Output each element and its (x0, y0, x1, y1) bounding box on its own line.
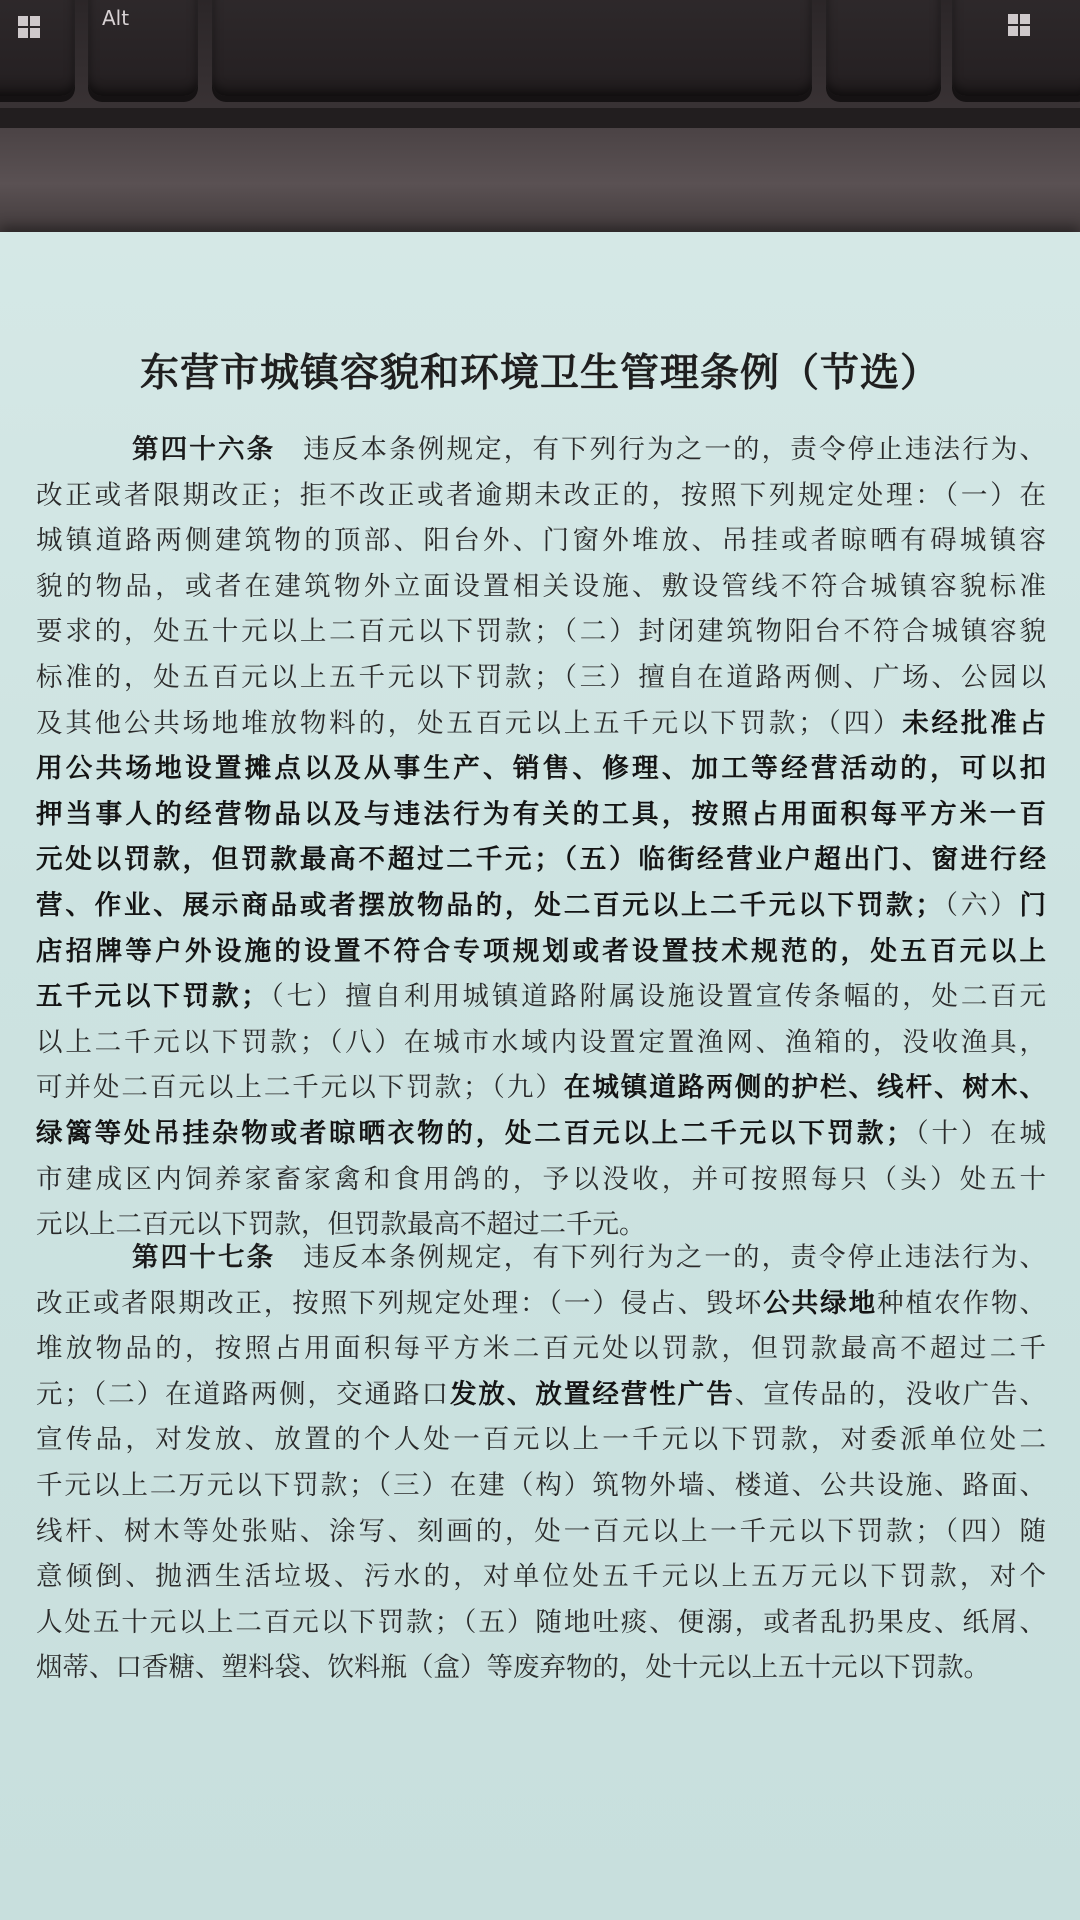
keyboard-base (0, 108, 1080, 128)
article-47-line: 宣传品，对发放、放置的个人处一百元以上一千元以下罚款，对委派单位处二 (36, 1424, 1046, 1456)
bold-text: 五千元以下罚款； (36, 981, 268, 1013)
article-46-line: 城镇道路两侧建筑物的顶部、阳台外、门窗外堆放、吊挂或者晾晒有碍城镇容 (36, 525, 1046, 557)
alt-key-label: Alt (102, 6, 130, 30)
alt-key-right (826, 0, 941, 96)
article-46-line: 市建成区内饲养家畜家禽和食用鸽的，予以没收，并可按照每只（头）处五十 (36, 1163, 1046, 1195)
bold-text: 发放、放置经营性广告 (449, 1378, 735, 1410)
article-46-label: 第四十六条 (132, 434, 276, 465)
article-47-line: 第四十七条 违反本条例规定，有下列行为之一的，责令停止违法行为、 (132, 1242, 1046, 1273)
bold-text: 临街经营业户超出门、窗进行经 (638, 844, 1047, 876)
article-46-line: 营、作业、展示商品或者摆放物品的，处二百元以上二千元以下罚款；（六）门 (36, 889, 1046, 921)
article-46-line: 改正或者限期改正；拒不改正或者逾期未改正的，按照下列规定处理：（一）在 (36, 479, 1046, 511)
article-47-label: 第四十七条 (132, 1242, 276, 1273)
article-47-line: 改正或者限期改正，按照下列规定处理：（一）侵占、毁坏公共绿地种植农作物、 (36, 1287, 1047, 1319)
article-46 (36, 427, 1046, 1248)
bold-text: 在城镇道路两侧的护栏、线杆、树木、 (563, 1072, 1047, 1104)
bold-text: 公共绿地 (763, 1287, 878, 1319)
article-46-line: 可并处二百元以上二千元以下罚款；（九）在城镇道路两侧的护栏、线杆、树木、 (36, 1072, 1047, 1104)
article-46-line: 以上二千元以下罚款；（八）在城市水域内设置定置渔网、渔箱的，没收渔具， (36, 1026, 1046, 1058)
keyboard-edge (0, 128, 1080, 240)
article-47-line: 人处五十元以上二百元以下罚款；（五）随地吐痰、便溺，或者乱扔果皮、纸屑、 (36, 1606, 1046, 1638)
article-46-line: 元以上二百元以下罚款，但罚款最高不超过二千元。 (36, 1209, 646, 1241)
windows-key-right (952, 0, 1080, 96)
article-46-line: 绿篱等处吊挂杂物或者晾晒衣物的，处二百元以上二千元以下罚款；（十）在城 (36, 1117, 1047, 1149)
article-47-line: 烟蒂、口香糖、塑料袋、饮料瓶（盒）等废弃物的，处十元以上五十元以下罚款。 (36, 1652, 990, 1684)
bold-text: 绿篱等处吊挂杂物或者晾晒衣物的，处二百元以上二千元以下罚款； (36, 1117, 913, 1149)
space-key (212, 0, 812, 96)
article-46-line: 及其他公共场地堆放物料的，处五百元以上五千元以下罚款；（四）未经批准占 (36, 707, 1046, 739)
article-46-line: 用公共场地设置摊点以及从事生产、销售、修理、加工等经营活动的，可以扣 (36, 753, 1046, 785)
article-46-line: 标准的，处五百元以上五千元以下罚款；（三）擅自在道路两侧、广场、公园以 (36, 661, 1046, 693)
windows-logo-icon (18, 16, 40, 38)
article-46-line: 店招牌等户外设施的设置不符合专项规划或者设置技术规范的，处五百元以上 (36, 935, 1046, 967)
bold-text: 未经批准占 (902, 707, 1046, 739)
document-page (0, 232, 1080, 1920)
bold-text: 元处以罚款，但罚款最高不超过二千元；（五） (36, 844, 639, 876)
article-46-line: 要求的，处五十元以上二百元以下罚款；（二）封闭建筑物阳台不符合城镇容貌 (36, 616, 1046, 648)
article-46-line (36, 837, 1046, 883)
keyboard (0, 0, 1080, 240)
windows-key-left (0, 0, 75, 96)
article-46-line: 五千元以下罚款；（七）擅自利用城镇道路附属设施设置宣传条幅的，处二百元 (36, 981, 1047, 1013)
article-47-line: 线杆、树木等处张贴、涂写、刻画的，处一百元以上一千元以下罚款；（四）随 (36, 1515, 1046, 1547)
article-46-line: 第四十六条 违反本条例规定，有下列行为之一的，责令停止违法行为、 (132, 434, 1046, 465)
article-47-line: 元；（二）在道路两侧，交通路口发放、放置经营性广告、宣传品的，没收广告、 (36, 1378, 1047, 1410)
bold-text: 门 (1019, 889, 1046, 921)
article-47 (36, 1235, 1046, 1691)
article-47-line: 意倾倒、抛洒生活垃圾、污水的，对单位处五千元以上五万元以下罚款，对个 (36, 1561, 1046, 1593)
article-46-line: 貌的物品，或者在建筑物外立面设置相关设施、敷设管线不符合城镇容貌标准 (36, 570, 1046, 602)
article-47-line: 千元以上二万元以下罚款；（三）在建（构）筑物外墙、楼道、公共设施、路面、 (36, 1469, 1046, 1501)
bold-text: 营、作业、展示商品或者摆放物品的，处二百元以上二千元以下罚款； (36, 889, 942, 921)
alt-key (88, 0, 198, 96)
article-47-line: 堆放物品的，按照占用面积每平方米二百元处以罚款，但罚款最高不超过二千 (36, 1333, 1046, 1365)
windows-logo-icon (1008, 14, 1030, 36)
document-title: 东营市城镇容貌和环境卫生管理条例（节选） (139, 350, 940, 396)
article-46-line: 押当事人的经营物品以及与违法行为有关的工具，按照占用面积每平方米一百 (36, 798, 1046, 830)
